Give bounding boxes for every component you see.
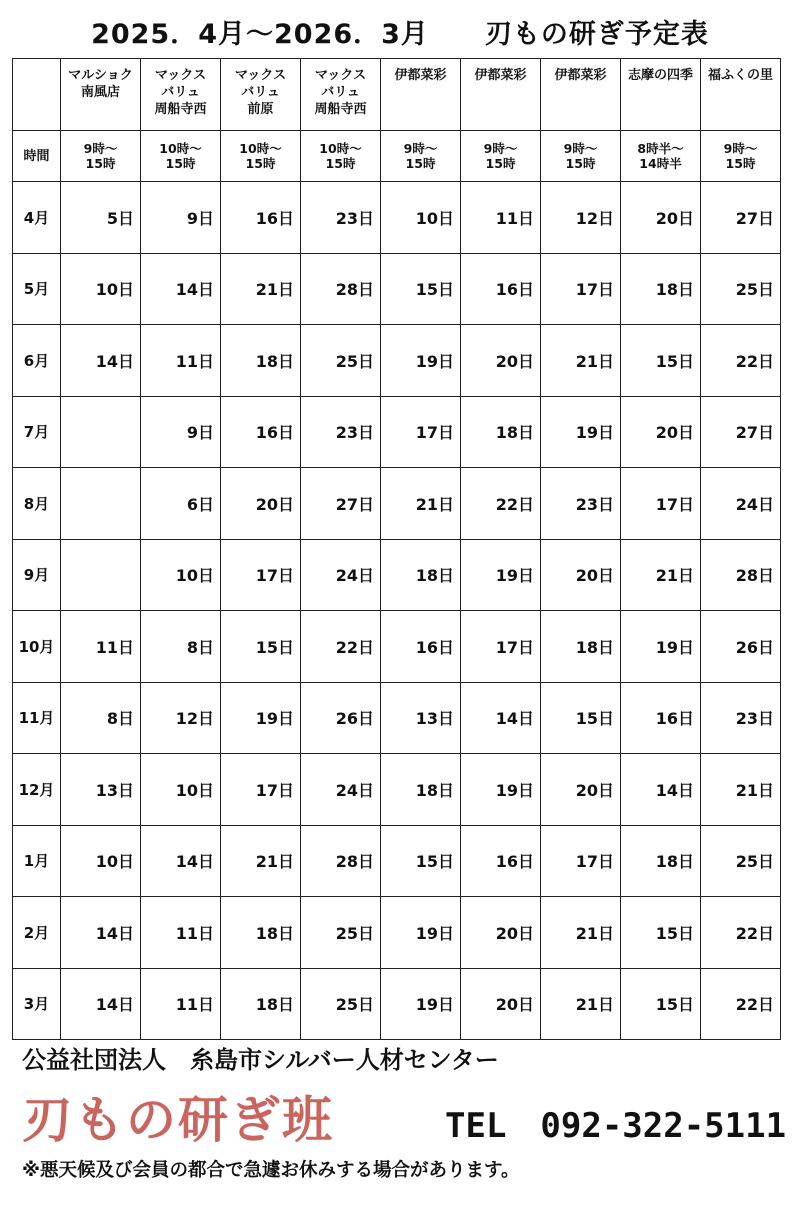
day-cell: 14日 (461, 682, 541, 754)
day-cell: 11日 (461, 182, 541, 254)
store-hours-cell (701, 131, 781, 182)
day-cell: 23日 (541, 468, 621, 540)
hours-line: 10時～ (319, 141, 362, 156)
month-row (13, 468, 781, 540)
hours-row (13, 131, 781, 182)
hours-line: 9時～ (723, 141, 758, 156)
day-cell: 21日 (221, 825, 301, 897)
day-cell: 16日 (461, 825, 541, 897)
day-cell: 18日 (221, 897, 301, 969)
day-cell: 18日 (541, 611, 621, 683)
hours-line: 9時～ (483, 141, 518, 156)
hours-line: 10時～ (159, 141, 202, 156)
day-cell: 6日 (141, 468, 221, 540)
day-cell: 17日 (621, 468, 701, 540)
day-cell: 19日 (221, 682, 301, 754)
day-cell: 11日 (141, 325, 221, 397)
day-cell: 28日 (301, 825, 381, 897)
month-label: 12月 (13, 754, 61, 826)
day-cell: 14日 (141, 253, 221, 325)
day-cell: 14日 (61, 897, 141, 969)
day-cell: 19日 (381, 325, 461, 397)
day-cell: 25日 (301, 897, 381, 969)
team-name: 刃もの研ぎ班 (22, 1091, 334, 1149)
day-cell: 10日 (61, 253, 141, 325)
month-label: 7月 (13, 396, 61, 468)
store-name-line: マックス (314, 68, 367, 83)
store-name-line: バリュ (321, 85, 360, 100)
month-row (13, 682, 781, 754)
store-name-line: バリュ (161, 85, 200, 100)
store-header-cell (701, 59, 781, 131)
day-cell: 23日 (301, 396, 381, 468)
month-row (13, 968, 781, 1040)
month-label: 2月 (13, 897, 61, 969)
day-cell: 24日 (301, 539, 381, 611)
day-cell: 15日 (541, 682, 621, 754)
day-cell: 21日 (221, 253, 301, 325)
month-row (13, 754, 781, 826)
day-cell: 27日 (701, 182, 781, 254)
month-label: 11月 (13, 682, 61, 754)
day-cell: 18日 (381, 754, 461, 826)
month-row (13, 897, 781, 969)
day-cell: 21日 (381, 468, 461, 540)
day-cell: 26日 (701, 611, 781, 683)
hours-line: 8時半～ (637, 141, 684, 156)
day-cell: 16日 (621, 682, 701, 754)
store-name-line: 周船寺西 (154, 102, 207, 117)
day-cell: 20日 (221, 468, 301, 540)
store-hours-cell (221, 131, 301, 182)
store-name-line: 南風店 (80, 85, 120, 100)
day-cell: 8日 (141, 611, 221, 683)
hours-line: 10時～ (239, 141, 282, 156)
month-label: 10月 (13, 611, 61, 683)
day-cell: 13日 (381, 682, 461, 754)
day-cell: 27日 (301, 468, 381, 540)
day-cell: 20日 (461, 897, 541, 969)
month-label: 3月 (13, 968, 61, 1040)
store-name-line: 前原 (247, 102, 274, 117)
day-cell: 14日 (621, 754, 701, 826)
store-hours-cell (621, 131, 701, 182)
day-cell: 12日 (141, 682, 221, 754)
month-row (13, 325, 781, 397)
store-header-cell (61, 59, 141, 131)
day-cell: 19日 (381, 968, 461, 1040)
day-cell: 15日 (221, 611, 301, 683)
month-label: 6月 (13, 325, 61, 397)
day-cell: 15日 (621, 897, 701, 969)
day-cell: 14日 (61, 968, 141, 1040)
store-name-line: 伊都菜彩 (394, 68, 447, 83)
month-row (13, 611, 781, 683)
day-cell: 23日 (301, 182, 381, 254)
day-cell: 22日 (701, 897, 781, 969)
phone-number: TEL 092-322-5111 (445, 1106, 787, 1146)
day-cell: 10日 (61, 825, 141, 897)
month-label: 4月 (13, 182, 61, 254)
day-cell: 10日 (141, 539, 221, 611)
month-row (13, 825, 781, 897)
store-name-line: 福ふくの里 (707, 68, 773, 83)
day-cell: 25日 (701, 253, 781, 325)
day-cell: 28日 (701, 539, 781, 611)
page-title: 2025．4月～2026．3月 刃もの研ぎ予定表 (91, 19, 709, 50)
day-cell: 25日 (301, 968, 381, 1040)
day-cell: 17日 (541, 825, 621, 897)
store-name-line: バリュ (241, 85, 280, 100)
store-name-line: マルショク (68, 68, 133, 83)
day-cell: 27日 (701, 396, 781, 468)
day-cell: 10日 (141, 754, 221, 826)
day-cell: 15日 (621, 325, 701, 397)
day-cell: 9日 (141, 182, 221, 254)
day-cell: 18日 (381, 539, 461, 611)
day-cell: 12日 (541, 182, 621, 254)
hours-line: 15時 (725, 156, 756, 171)
day-cell: 11日 (141, 968, 221, 1040)
month-row (13, 253, 781, 325)
hours-line: 15時 (565, 156, 596, 171)
day-cell: 21日 (621, 539, 701, 611)
day-cell: 19日 (461, 754, 541, 826)
day-cell: 20日 (541, 539, 621, 611)
day-cell: 17日 (381, 396, 461, 468)
day-cell: 20日 (541, 754, 621, 826)
store-hours-cell (381, 131, 461, 182)
day-cell: 16日 (461, 253, 541, 325)
day-cell: 28日 (301, 253, 381, 325)
store-hours-cell (461, 131, 541, 182)
hours-line: 9時～ (403, 141, 438, 156)
month-label: 8月 (13, 468, 61, 540)
day-cell: 16日 (381, 611, 461, 683)
day-cell: 8日 (61, 682, 141, 754)
day-cell: 14日 (141, 825, 221, 897)
notice-text: ※悪天候及び会員の都合で急遽お休みする場合があります。 (22, 1160, 520, 1181)
day-cell: 17日 (461, 611, 541, 683)
day-cell: 21日 (701, 754, 781, 826)
store-hours-cell (541, 131, 621, 182)
store-hours-cell (301, 131, 381, 182)
day-cell: 18日 (461, 396, 541, 468)
month-row (13, 396, 781, 468)
month-row (13, 539, 781, 611)
store-name-line: マックス (234, 68, 287, 83)
day-cell: 20日 (461, 325, 541, 397)
day-cell: 9日 (141, 396, 221, 468)
hours-line: 15時 (485, 156, 516, 171)
corner-cell (13, 59, 61, 131)
day-cell: 18日 (221, 325, 301, 397)
day-cell: 16日 (221, 182, 301, 254)
day-cell: 21日 (541, 968, 621, 1040)
day-cell: 22日 (701, 325, 781, 397)
day-cell: 20日 (621, 396, 701, 468)
day-cell: 22日 (301, 611, 381, 683)
day-cell: 19日 (621, 611, 701, 683)
store-header-row (13, 59, 781, 131)
day-cell: 24日 (301, 754, 381, 826)
day-cell: 5日 (61, 182, 141, 254)
month-label: 5月 (13, 253, 61, 325)
day-cell: 17日 (541, 253, 621, 325)
store-header-cell (141, 59, 221, 131)
store-name-line: 伊都菜彩 (554, 68, 607, 83)
organization-name: 公益社団法人 糸島市シルバー人材センター (22, 1046, 499, 1074)
day-cell: 23日 (701, 682, 781, 754)
day-cell: 26日 (301, 682, 381, 754)
month-row (13, 182, 781, 254)
day-cell: 20日 (461, 968, 541, 1040)
hours-line: 15時 (325, 156, 356, 171)
store-name-line: 周船寺西 (314, 102, 367, 117)
month-label: 1月 (13, 825, 61, 897)
hours-line: 15時 (245, 156, 276, 171)
hours-line: 15時 (405, 156, 436, 171)
day-cell: 11日 (141, 897, 221, 969)
day-cell: 24日 (701, 468, 781, 540)
day-cell: 15日 (381, 253, 461, 325)
day-cell: 25日 (301, 325, 381, 397)
day-cell (61, 468, 141, 540)
day-cell: 10日 (381, 182, 461, 254)
day-cell: 14日 (61, 325, 141, 397)
store-header-cell (621, 59, 701, 131)
day-cell: 25日 (701, 825, 781, 897)
day-cell: 16日 (221, 396, 301, 468)
hours-line: 9時～ (563, 141, 598, 156)
hours-line: 9時～ (83, 141, 118, 156)
store-header-cell (461, 59, 541, 131)
hours-line: 15時 (85, 156, 116, 171)
day-cell: 13日 (61, 754, 141, 826)
store-hours-cell (61, 131, 141, 182)
day-cell: 19日 (461, 539, 541, 611)
day-cell: 18日 (621, 253, 701, 325)
day-cell: 15日 (381, 825, 461, 897)
day-cell: 22日 (461, 468, 541, 540)
day-cell: 20日 (621, 182, 701, 254)
store-header-cell (541, 59, 621, 131)
day-cell: 17日 (221, 539, 301, 611)
store-name-line: マックス (154, 68, 207, 83)
store-hours-cell (141, 131, 221, 182)
store-name-line: 伊都菜彩 (474, 68, 527, 83)
day-cell: 19日 (381, 897, 461, 969)
day-cell: 18日 (621, 825, 701, 897)
day-cell: 22日 (701, 968, 781, 1040)
month-label: 9月 (13, 539, 61, 611)
hours-line: 14時半 (639, 156, 682, 171)
day-cell: 15日 (621, 968, 701, 1040)
day-cell: 21日 (541, 897, 621, 969)
day-cell (61, 539, 141, 611)
store-name-line: 志摩の四季 (627, 68, 693, 83)
hours-label: 時間 (13, 131, 61, 182)
store-header-cell (221, 59, 301, 131)
day-cell: 17日 (221, 754, 301, 826)
day-cell (61, 396, 141, 468)
hours-line: 15時 (165, 156, 196, 171)
day-cell: 11日 (61, 611, 141, 683)
day-cell: 21日 (541, 325, 621, 397)
schedule-table (12, 58, 781, 1040)
store-header-cell (301, 59, 381, 131)
day-cell: 18日 (221, 968, 301, 1040)
day-cell: 19日 (541, 396, 621, 468)
store-header-cell (381, 59, 461, 131)
